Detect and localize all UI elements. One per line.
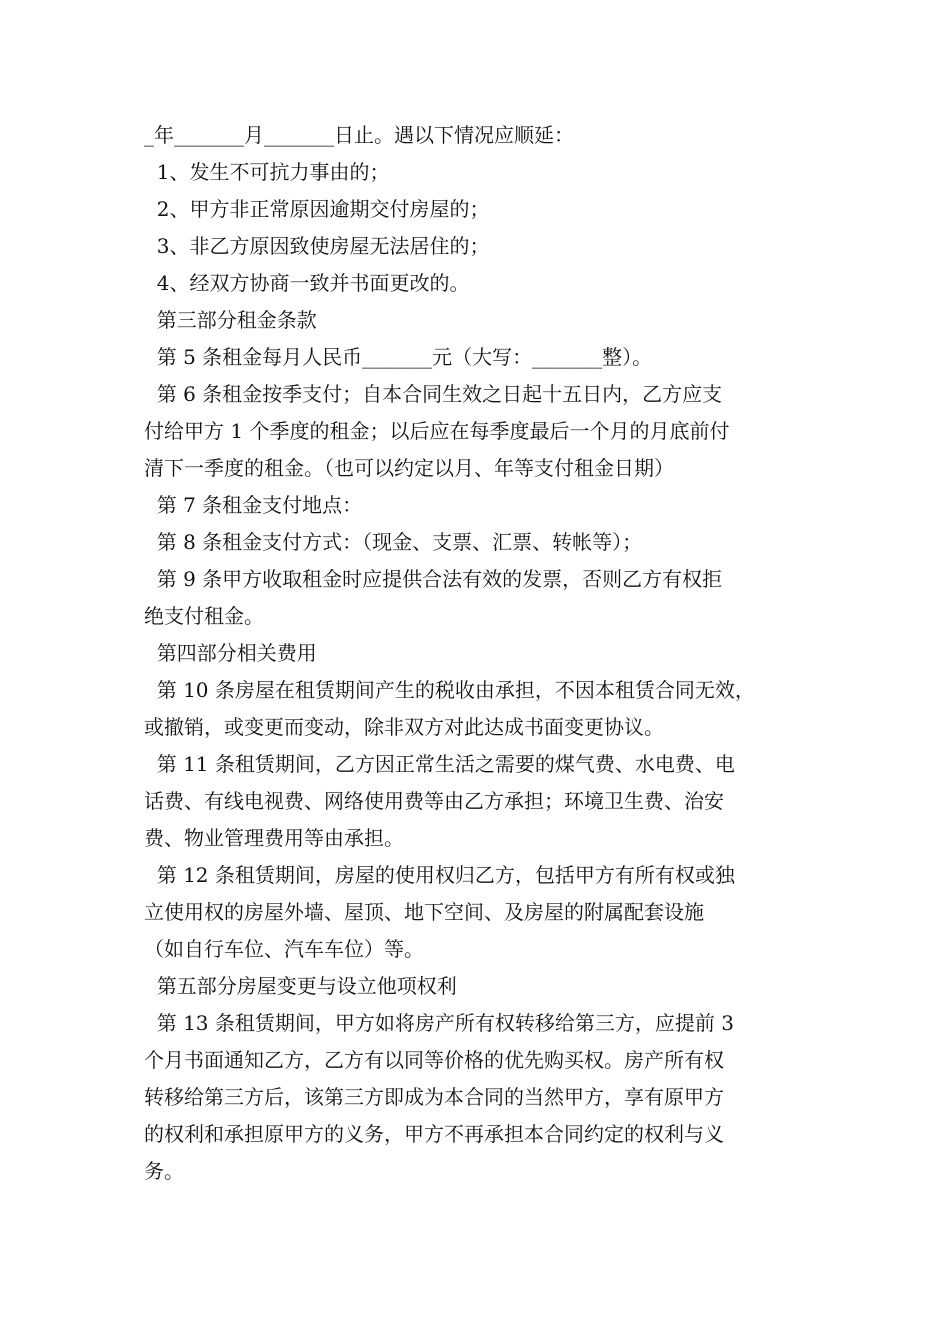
article-13: 第 13 条租赁期间，甲方如将房产所有权转移给第三方，应提前 3 — [144, 1011, 734, 1035]
text-line: _年_______月_______日止。遇以下情况应顺延： — [144, 123, 574, 147]
article-11-cont: 费、物业管理费用等由承担。 — [144, 826, 404, 850]
article-13-cont: 个月书面通知乙方，乙方有以同等价格的优先购买权。房产所有权 — [144, 1048, 724, 1072]
list-item: 3、非乙方原因致使房屋无法居住的； — [144, 234, 490, 258]
article-12-cont: 立使用权的房屋外墙、屋顶、地下空间、及房屋的附属配套设施 — [144, 900, 704, 924]
article-9-cont: 绝支付租金。 — [144, 604, 264, 628]
article-6: 第 6 条租金按季支付；自本合同生效之日起十五日内，乙方应支 — [144, 382, 723, 406]
article-13-cont: 转移给第三方后，该第三方即成为本合同的当然甲方，享有原甲方 — [144, 1085, 724, 1109]
article-10-cont: 或撤销，或变更而变动，除非双方对此达成书面变更协议。 — [144, 715, 664, 739]
section-heading: 第四部分相关费用 — [144, 641, 317, 665]
article-9: 第 9 条甲方收取租金时应提供合法有效的发票，否则乙方有权拒 — [144, 567, 723, 591]
article-7: 第 7 条租金支付地点： — [144, 493, 363, 517]
article-11: 第 11 条租赁期间，乙方因正常生活之需要的煤气费、水电费、电 — [144, 752, 735, 776]
article-13-cont: 的权利和承担原甲方的义务，甲方不再承担本合同约定的权利与义 — [144, 1122, 724, 1146]
article-6-cont: 付给甲方 1 个季度的租金；以后应在每季度最后一个月的月底前付 — [144, 419, 730, 443]
article-8: 第 8 条租金支付方式：（现金、支票、汇票、转帐等）； — [144, 530, 643, 554]
article-10: 第 10 条房屋在租赁期间产生的税收由承担，不因本租赁合同无效， — [144, 678, 755, 702]
article-12-cont: （如自行车位、汽车车位）等。 — [144, 937, 424, 961]
list-item: 2、甲方非正常原因逾期交付房屋的； — [144, 197, 490, 221]
article-12: 第 12 条租赁期间，房屋的使用权归乙方，包括甲方有所有权或独 — [144, 863, 735, 887]
section-heading: 第五部分房屋变更与设立他项权利 — [144, 974, 457, 998]
article-13-cont: 务。 — [144, 1159, 184, 1183]
list-item: 4、经双方协商一致并书面更改的。 — [144, 271, 470, 295]
list-item: 1、发生不可抗力事由的； — [144, 160, 390, 184]
article-11-cont: 话费、有线电视费、网络使用费等由乙方承担；环境卫生费、治安 — [144, 789, 724, 813]
document-body — [144, 117, 824, 1190]
article-6-cont: 清下一季度的租金。（也可以约定以月、年等支付租金日期） — [144, 456, 674, 480]
article-5: 第 5 条租金每月人民币_______元（大写：_______整）。 — [144, 345, 653, 369]
section-heading: 第三部分租金条款 — [144, 308, 317, 332]
